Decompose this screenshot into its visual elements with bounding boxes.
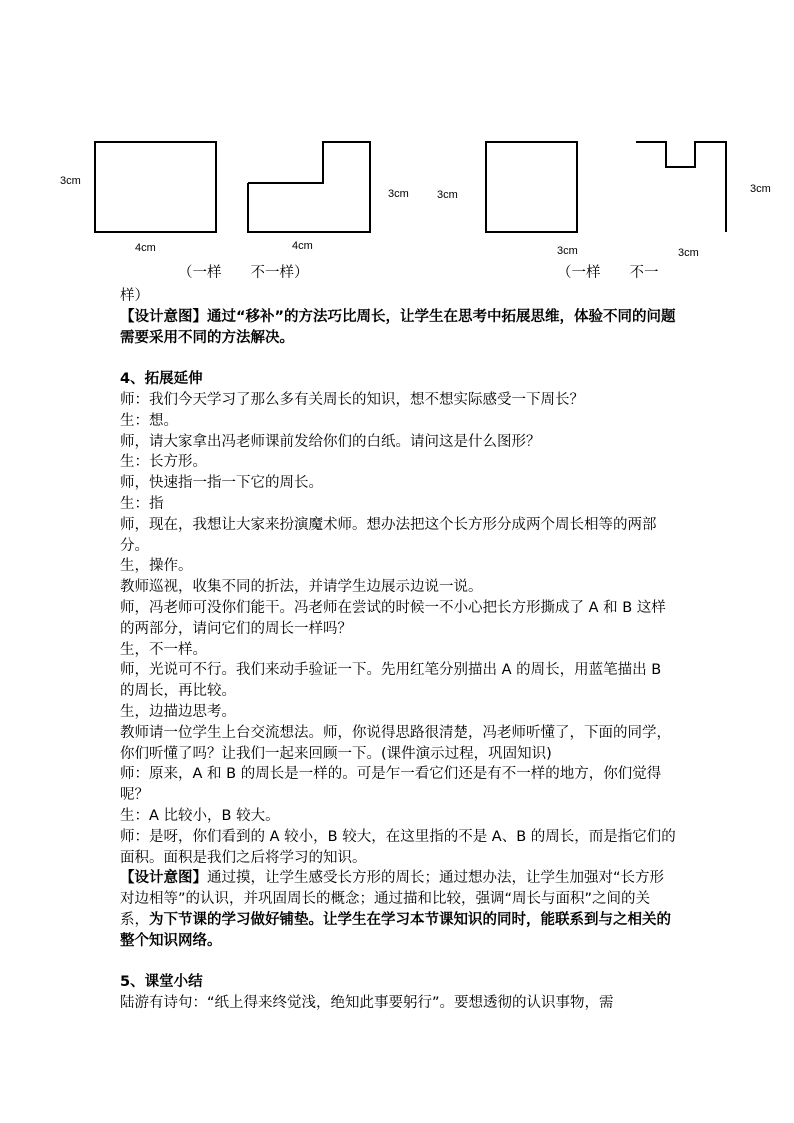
dim-label: 4cm [292,240,313,252]
figure-square-right [486,142,577,232]
dialogue-line: 师，现在，我想让大家来扮演魔术师。想办法把这个长方形分成两个周长相等的两部分。 [120,516,657,554]
summary-line: 陆游有诗句：“纸上得来终觉浅，绝知此事要躬行”。要想透彻的认识事物，需 [120,995,614,1012]
dialogue-line: 教师巡视，收集不同的折法，并请学生边展示边说一说。 [120,579,483,596]
design-intent-body-bold: 为下节课的学习做好铺垫。让学生在学习本节课知识的同时，能联系到与之相关的整个知识网络。 [120,911,671,949]
dialogue-line: 师，快速指一指一下它的周长。 [120,475,323,492]
dialogue-line: 生：想。 [120,412,178,429]
dim-label: 3cm [388,188,409,200]
lesson-text [120,286,676,1014]
figure-rectangle-left [95,142,216,232]
dialogue-line: 生，边描边思考。 [120,703,236,720]
design-intent-heading: 【设计意图】 [120,308,207,325]
dialogue-line: 生：A 比较小，B 较大。 [120,807,280,824]
section-heading-extension: 4、拓展延伸 [120,371,203,388]
dialogue-line: 生：指 [120,495,164,512]
design-intent-2 [120,868,676,951]
dialogue-line: 教师请一位学生上台交流想法。师，你说得思路很清楚，冯老师听懂了，下面的同学，你们听懂了吗？让我们一起来回顾一下。(课件演示过程，巩固知识) [120,724,671,762]
dialogue-line: 师：是呀，你们看到的 A 较小，B 较大，在这里指的不是 A、B 的周长，而是指它们的面积。面积是我们之后将学习的知识。 [120,828,676,866]
dim-label: 3cm [750,183,771,195]
dialogue-line: 师，冯老师可没你们能干。冯老师在尝试的时候一不小心把长方形撕成了 A 和 B 这样的两部分，请问它们的周长一样吗？ [120,599,666,637]
dim-label: 3cm [437,189,458,201]
dialogue-line: 师：原来，A 和 B 的周长是一样的。可是乍一看它们还是有不一样的地方，你们觉得呢？ [120,766,662,804]
dialogue-line: 生，操作。 [120,558,193,575]
figure-notched-shape [636,142,726,232]
comparison-choice-left: （一样 不一样） [178,265,309,281]
dialogue-line: 生：长方形。 [120,454,207,471]
design-intent-1 [120,307,676,349]
figure-l-shape [248,142,370,232]
dim-label: 3cm [60,175,81,187]
dialogue-line: 生，不一样。 [120,641,207,658]
perimeter-figures [0,0,794,290]
design-intent-body: 通过“移补”的方法巧比周长，让学生在思考中拓展思维，体验不同的问题需要采用不同的方法解决。 [120,308,676,346]
dim-label: 3cm [557,245,578,257]
dim-label: 3cm [678,247,699,259]
dialogue-line: 师：我们今天学习了那么多有关周长的知识，想不想实际感受一下周长？ [120,391,584,408]
comparison-choice-right: （一样 不一 [557,265,659,281]
design-intent-body: 通过摸，让学生感受长方形的周长；通过想办法，让学生加强对“长方形对边相等”的认识，并巩固周长的概念；通过描和比较，强调“周长与面积”之间的关系， [120,870,665,928]
dim-label: 4cm [135,242,156,254]
dialogue-line: 师，请大家拿出冯老师课前发给你们的白纸。请问这是什么图形？ [120,433,541,450]
choice-wrap: 样） [120,288,149,304]
dialogue-line: 师，光说可不行。我们来动手验证一下。先用红笔分别描出 A 的周长，用蓝笔描出 B 的周长，再比较。 [120,662,662,700]
design-intent-heading: 【设计意图】 [120,870,207,887]
section-heading-summary: 5、课堂小结 [120,974,203,991]
